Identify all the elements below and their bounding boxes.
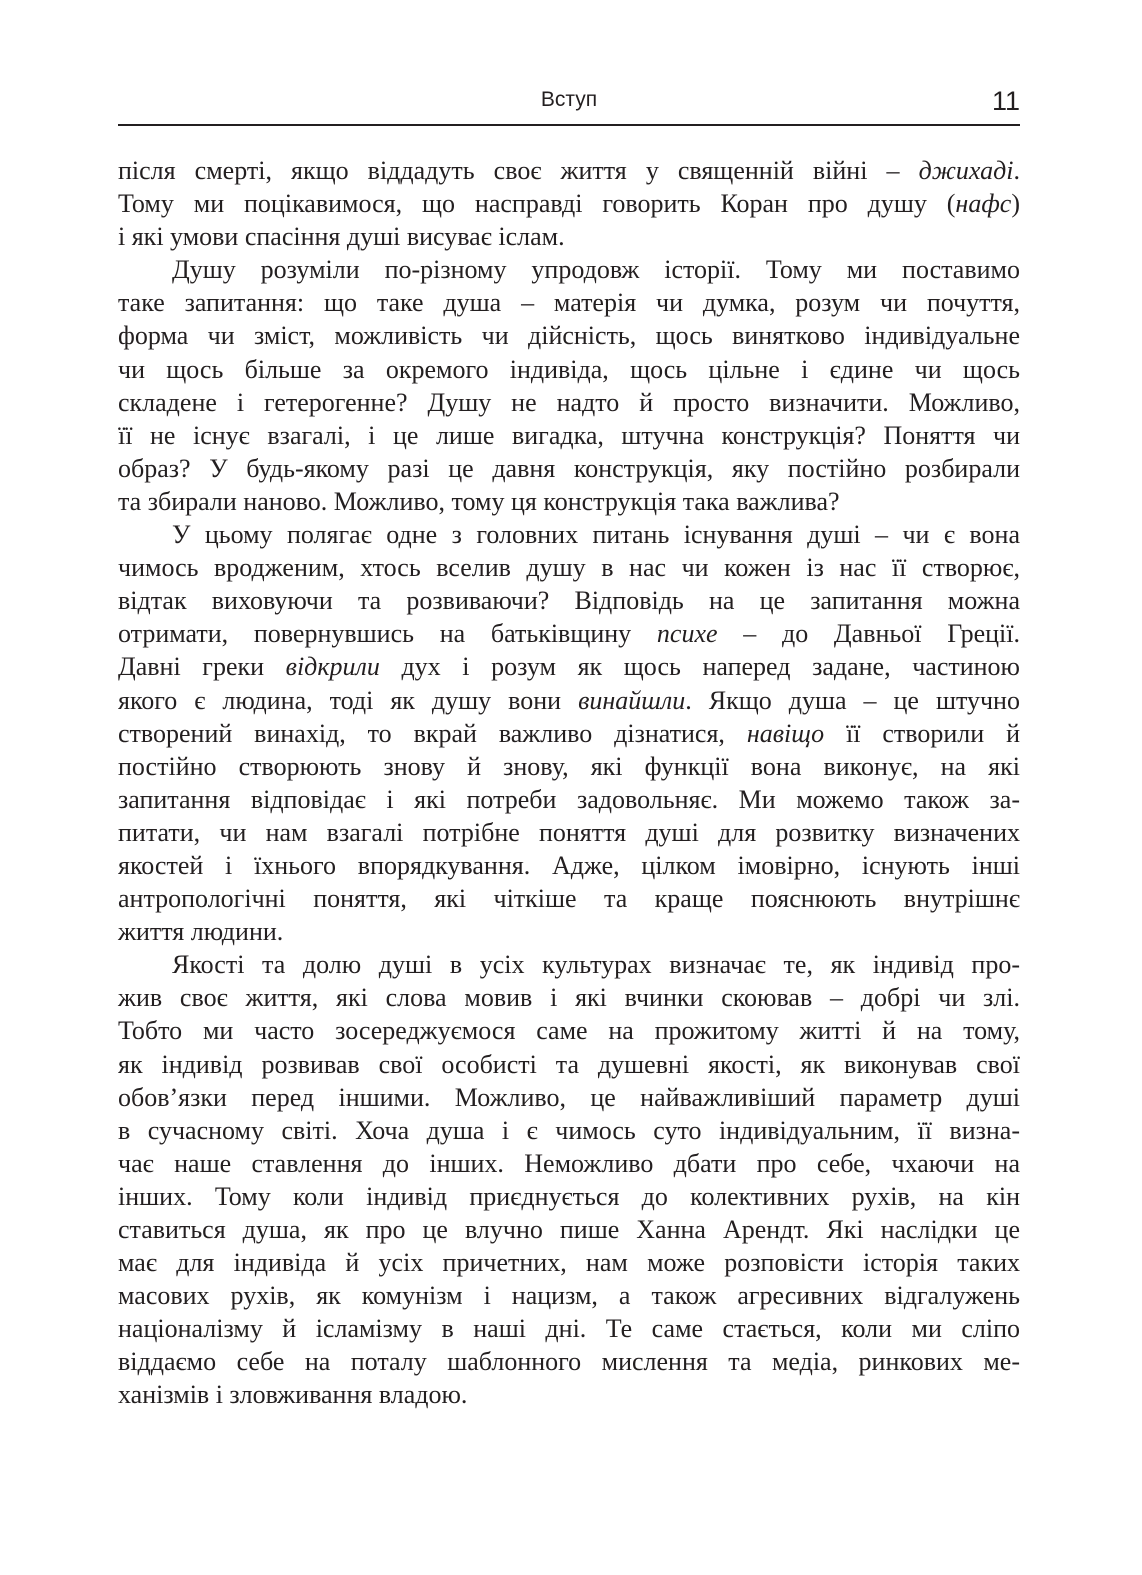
text-run: життя людини. (118, 917, 284, 947)
text-run: отримати, повернувшись на батьківщину (118, 619, 657, 649)
text-run: Душу розуміли по-різному упродовж історії. Тому ми поставимо (172, 255, 1020, 285)
text-run: як індивід розвивав свої особисті та душевні якості, як виконував свої (118, 1049, 1020, 1079)
text-run: складене і гетерогенне? Душу не надто й просто визначити. Можливо, (118, 387, 1020, 417)
text-line (118, 1312, 1020, 1345)
text-line (118, 1378, 1020, 1411)
text-run: запитання відповідає і які потреби задовольняє. Ми можемо також за- (118, 784, 1020, 814)
text-run: має для індивіда й усіх причетних, нам може розповісти історія таких (118, 1248, 1020, 1278)
text-line (118, 286, 1020, 319)
text-run: її створили й (824, 718, 1021, 748)
text-run: У цьому полягає одне з головних питань існування душі – чи є вона (172, 520, 1020, 550)
text-run: після смерті, якщо віддадуть своє життя у священній війні – (118, 156, 919, 185)
running-header (118, 84, 1020, 126)
text-line (118, 452, 1020, 485)
body-text (118, 154, 1020, 1412)
italic-term: джихаді (918, 156, 1014, 185)
text-line (118, 1246, 1020, 1279)
text-line (118, 518, 1020, 551)
text-run: масових рухів, як комунізм і нацизм, а також агресивних відгалужень (118, 1281, 1020, 1311)
text-run: відтак виховуючи та розвиваючи? Відповідь на це запитання можна (118, 586, 1020, 616)
text-run: ) (1011, 189, 1020, 219)
text-run: в сучасному світі. Хоча душа і є чимось суто індивідуальним, її визна- (118, 1115, 1020, 1145)
italic-term: психе (656, 619, 718, 649)
text-line (118, 1014, 1020, 1047)
text-run: антропологічні поняття, які чіткіше та краще пояснюють внутрішнє (118, 884, 1020, 914)
text-line (118, 684, 1020, 717)
text-line (118, 915, 1020, 948)
text-line (118, 419, 1020, 452)
text-run: націоналізму й ісламізму в наші дні. Те саме стається, коли ми сліпо (118, 1314, 1020, 1344)
text-run: і які умови спасіння душі висуває іслам. (118, 222, 565, 252)
paragraph (118, 253, 1020, 518)
text-run: Якості та долю душі в усіх культурах визначає те, як індивід про- (172, 950, 1020, 980)
text-line (118, 551, 1020, 584)
text-run: постійно створюють знову й знову, які функції вона виконує, на які (118, 751, 1020, 781)
text-line (118, 1279, 1020, 1312)
text-line (118, 386, 1020, 419)
text-run: жив своє життя, які слова мовив і які вчинки скоював – добрі чи злі. (118, 983, 1020, 1013)
italic-term: навіщо (746, 718, 825, 748)
text-run: Тобто ми часто зосереджуємося саме на прожитому житті й на тому, (118, 1016, 1020, 1046)
text-run: її не існує взагалі, і це лише вигадка, штучна конструкція? Поняття чи (118, 420, 1020, 450)
text-line (118, 253, 1020, 286)
text-line (118, 1147, 1020, 1180)
paragraph (118, 154, 1020, 253)
text-run: віддаємо себе на поталу шаблонного мислення та медіа, ринкових ме- (118, 1347, 1020, 1377)
text-line (118, 717, 1020, 750)
text-run: ставиться душа, як про це влучно пише Ханна Арендт. Які наслідки це (118, 1215, 1020, 1244)
text-line (118, 353, 1020, 386)
text-line (118, 319, 1020, 352)
text-run: якостей і їхнього впорядкування. Адже, цілком імовірно, існують інші (118, 850, 1020, 880)
text-run: Тому ми поцікавимося, що насправді говорить Коран про душу ( (118, 189, 956, 219)
text-line (118, 948, 1020, 981)
text-line (118, 1213, 1020, 1246)
text-run: питати, чи нам взагалі потрібне поняття душі для розвитку визначених (118, 817, 1020, 847)
text-run: . Якщо душа – це штучно (685, 685, 1020, 715)
text-line (118, 617, 1020, 650)
text-line (118, 1114, 1020, 1147)
text-line (118, 750, 1020, 783)
text-run: – до Давньої Греції. (717, 619, 1020, 649)
text-run: Давні греки (118, 652, 286, 682)
text-run: чає наше ставлення до інших. Неможливо дбати про себе, чхаючи на (118, 1148, 1020, 1178)
text-run: . (1013, 156, 1020, 185)
text-line (118, 882, 1020, 915)
text-line (118, 849, 1020, 882)
text-run: ханізмів і зловживання владою. (118, 1380, 468, 1410)
italic-term: нафс (955, 189, 1012, 219)
text-run: якого є людина, тоді як душу вони (118, 685, 579, 715)
text-line (118, 1180, 1020, 1213)
text-line (118, 485, 1020, 518)
text-line (118, 816, 1020, 849)
text-run: інших. Тому коли індивід приєднується до колективних рухів, на кін (118, 1181, 1020, 1211)
text-line (118, 220, 1020, 253)
text-run: та збирали наново. Можливо, тому ця конструкція така важлива? (118, 486, 840, 516)
text-line (118, 584, 1020, 617)
paragraph (118, 518, 1020, 948)
text-run: дух і розум як щось наперед задане, частиною (379, 652, 1020, 682)
text-run: таке запитання: що таке душа – матерія чи думка, розум чи почуття, (118, 288, 1020, 318)
text-run: образ? У будь-якому разі це давня конструкція, яку постійно розбирали (118, 453, 1020, 483)
text-run: чимось вродженим, хтось вселив душу в нас чи кожен із нас її створює, (118, 553, 1020, 583)
text-line (118, 650, 1020, 683)
text-line (118, 981, 1020, 1014)
text-run: обов’язки перед іншими. Можливо, це найважливіший параметр душі (118, 1082, 1020, 1112)
page-number: 11 (991, 86, 1020, 116)
italic-term: винайшли (578, 685, 686, 715)
paragraph (118, 948, 1020, 1411)
text-line (118, 187, 1020, 220)
running-title: Вступ (540, 88, 598, 111)
text-line (118, 1048, 1020, 1081)
text-line (118, 783, 1020, 816)
text-run: створений винахід, то вкрай важливо дізнатися, (118, 718, 747, 748)
text-line (118, 1081, 1020, 1114)
text-run: форма чи зміст, можливість чи дійсність, щось винятково індивідуальне (118, 321, 1020, 351)
italic-term: відкрили (285, 652, 380, 682)
text-line (118, 154, 1020, 187)
text-line (118, 1345, 1020, 1378)
text-run: чи щось більше за окремого індивіда, щось цільне і єдине чи щось (118, 354, 1020, 384)
